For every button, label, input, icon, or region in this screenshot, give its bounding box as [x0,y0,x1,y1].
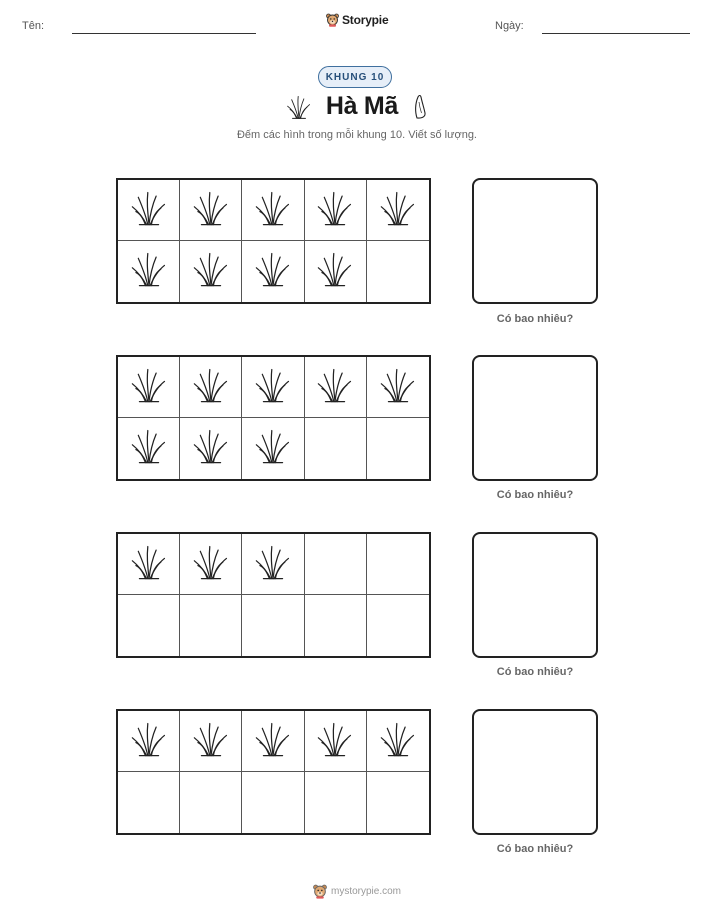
frame-cell [180,772,242,833]
question-label-1: Có bao nhiêu? [496,313,574,325]
frame-cell [180,711,242,772]
frame-cell [180,241,242,302]
ten-frame-1 [116,178,431,304]
frame-cell [242,241,304,302]
bear-logo-icon [326,13,339,27]
frame-cell [118,711,180,772]
frame-cell [367,772,429,833]
date-label: Ngày: [495,20,524,32]
frame-cell [305,772,367,833]
grass-icon [130,426,168,471]
frame-cell [305,418,367,479]
frame-cell [242,711,304,772]
frame-cell [118,180,180,241]
answer-box-2[interactable] [472,355,598,481]
frame-cell [367,418,429,479]
answer-box-1[interactable] [472,178,598,304]
grass-icon [254,365,292,410]
grass-icon [130,542,168,587]
frame-cell [180,534,242,595]
footer [0,884,714,899]
frame-cell [367,241,429,302]
frame-cell [180,357,242,418]
frame-cell [118,595,180,656]
grass-icon [192,249,230,294]
frame-cell [242,418,304,479]
frame-cell [367,534,429,595]
instructions: Đếm các hình trong mỗi khung 10. Viết số lượng. [236,129,477,141]
grass-icon [254,426,292,471]
grass-icon [192,365,230,410]
ten-frame-4 [116,709,431,835]
answer-box-3[interactable] [472,532,598,658]
grass-icon [316,188,354,233]
frame-cell [305,711,367,772]
frame-cell [118,772,180,833]
brand [326,13,388,27]
grass-icon [316,249,354,294]
date-line[interactable] [542,33,690,34]
grass-icon [316,719,354,764]
grass-icon [254,542,292,587]
answer-box-4[interactable] [472,709,598,835]
grass-icon [379,365,417,410]
title-row [0,92,714,121]
frame-cell [118,357,180,418]
grass-icon [286,94,312,120]
frame-cell [180,595,242,656]
frame-cell [180,418,242,479]
grass-icon [130,719,168,764]
frame-cell [242,357,304,418]
frame-cell [118,534,180,595]
grass-icon [379,719,417,764]
name-label: Tên: [22,20,45,32]
grass-icon [192,426,230,471]
grass-icon [254,188,292,233]
ten-frame-2 [116,355,431,481]
grass-icon [316,365,354,410]
grass-icon [192,188,230,233]
frame-cell [367,357,429,418]
frame-cell [305,357,367,418]
grass-icon [379,188,417,233]
frame-cell [180,180,242,241]
frame-cell [305,534,367,595]
grass-icon [130,188,168,233]
frame-cell [367,180,429,241]
frame-cell [367,595,429,656]
footer-site[interactable]: mystorypie.com [330,886,401,897]
frame-cell [305,241,367,302]
frame-cell [305,595,367,656]
grass-icon [254,249,292,294]
frame-cell [242,772,304,833]
bear-logo-icon [313,884,327,899]
name-line[interactable] [72,33,256,34]
frame-cell [242,595,304,656]
ten-frame-3 [116,532,431,658]
grass-icon [192,542,230,587]
frame-cell [367,711,429,772]
question-label-2: Có bao nhiêu? [496,489,574,501]
grass-icon [254,719,292,764]
worksheet-badge: KHUNG 10 [318,66,392,88]
grass-icon [130,365,168,410]
frame-cell [305,180,367,241]
question-label-3: Có bao nhiêu? [496,666,574,678]
frame-cell [118,418,180,479]
brand-name: Storypie [342,13,389,27]
grass-icon [130,249,168,294]
page-title: Hà Mã [325,92,399,120]
grass-icon [192,719,230,764]
frame-cell [242,180,304,241]
tooth-icon [412,94,428,120]
frame-cell [118,241,180,302]
frame-cell [242,534,304,595]
question-label-4: Có bao nhiêu? [496,843,574,855]
